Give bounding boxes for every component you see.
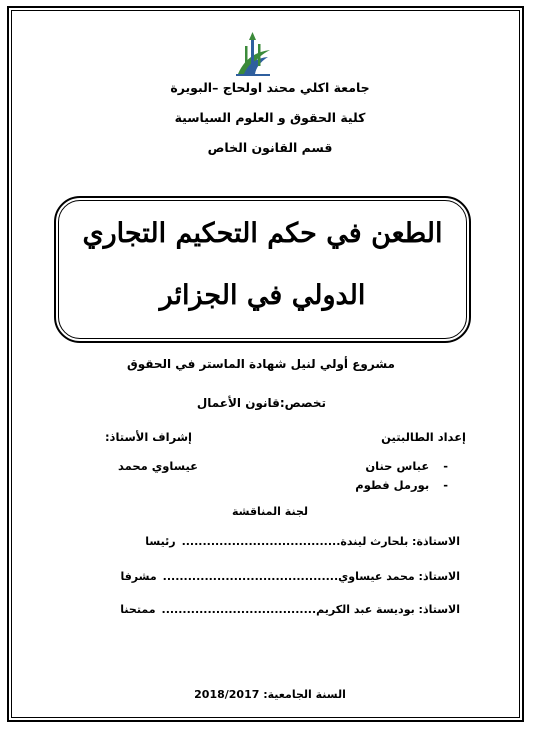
supervisor-name: عيساوي محمد bbox=[117, 459, 198, 473]
member-name: الاستاذ: محمد عيساوي bbox=[338, 570, 460, 583]
department-name: قسم القانون الخاص bbox=[207, 140, 333, 155]
project-description: مشروع أولي لنيل شهادة الماستر في الحقوق bbox=[126, 357, 395, 371]
academic-year bbox=[0, 688, 540, 701]
member-role: رئيسا bbox=[145, 535, 176, 548]
supervisor-label: إشراف الأستاذ: bbox=[104, 430, 192, 444]
thesis-title-line-2: الدولي في الجزائر bbox=[159, 280, 366, 311]
student-name: بورمل فطوم bbox=[355, 478, 430, 492]
committee-member-1 bbox=[145, 535, 460, 548]
academic-year-label: السنة الجامعية: bbox=[263, 688, 346, 701]
bullet: - bbox=[443, 459, 448, 473]
student-name-1 bbox=[365, 459, 448, 473]
students-label: إعداد الطالبتين bbox=[381, 430, 466, 444]
committee-label: لجنة المناقشة bbox=[231, 505, 308, 518]
member-name: الاستاذ: بوديسة عبد الكريم bbox=[316, 603, 460, 616]
student-name: عباس حنان bbox=[365, 459, 430, 473]
member-dots: .......................................... bbox=[162, 570, 339, 583]
committee-member-3 bbox=[120, 603, 460, 616]
member-role: ممتحنا bbox=[120, 603, 156, 616]
faculty-name: كلية الحقوق و العلوم السياسية bbox=[174, 110, 366, 125]
specialty: تخصص:قانون الأعمال bbox=[196, 396, 326, 410]
member-role: مشرفا bbox=[120, 570, 157, 583]
bullet: - bbox=[443, 478, 448, 492]
university-logo-icon bbox=[230, 30, 276, 78]
member-name: الاستاذة: بلحارث ليندة bbox=[340, 535, 460, 548]
university-name: جامعة اكلي محند اولحاج –البويرة bbox=[170, 80, 370, 95]
member-dots: ..................................... bbox=[161, 603, 317, 616]
committee-member-2 bbox=[120, 570, 460, 583]
academic-year-value: 2018/2017 bbox=[194, 688, 260, 701]
member-dots: ...................................... bbox=[181, 535, 341, 548]
student-name-2 bbox=[355, 478, 448, 492]
thesis-title-line-1: الطعن في حكم التحكيم التجاري bbox=[82, 218, 443, 249]
